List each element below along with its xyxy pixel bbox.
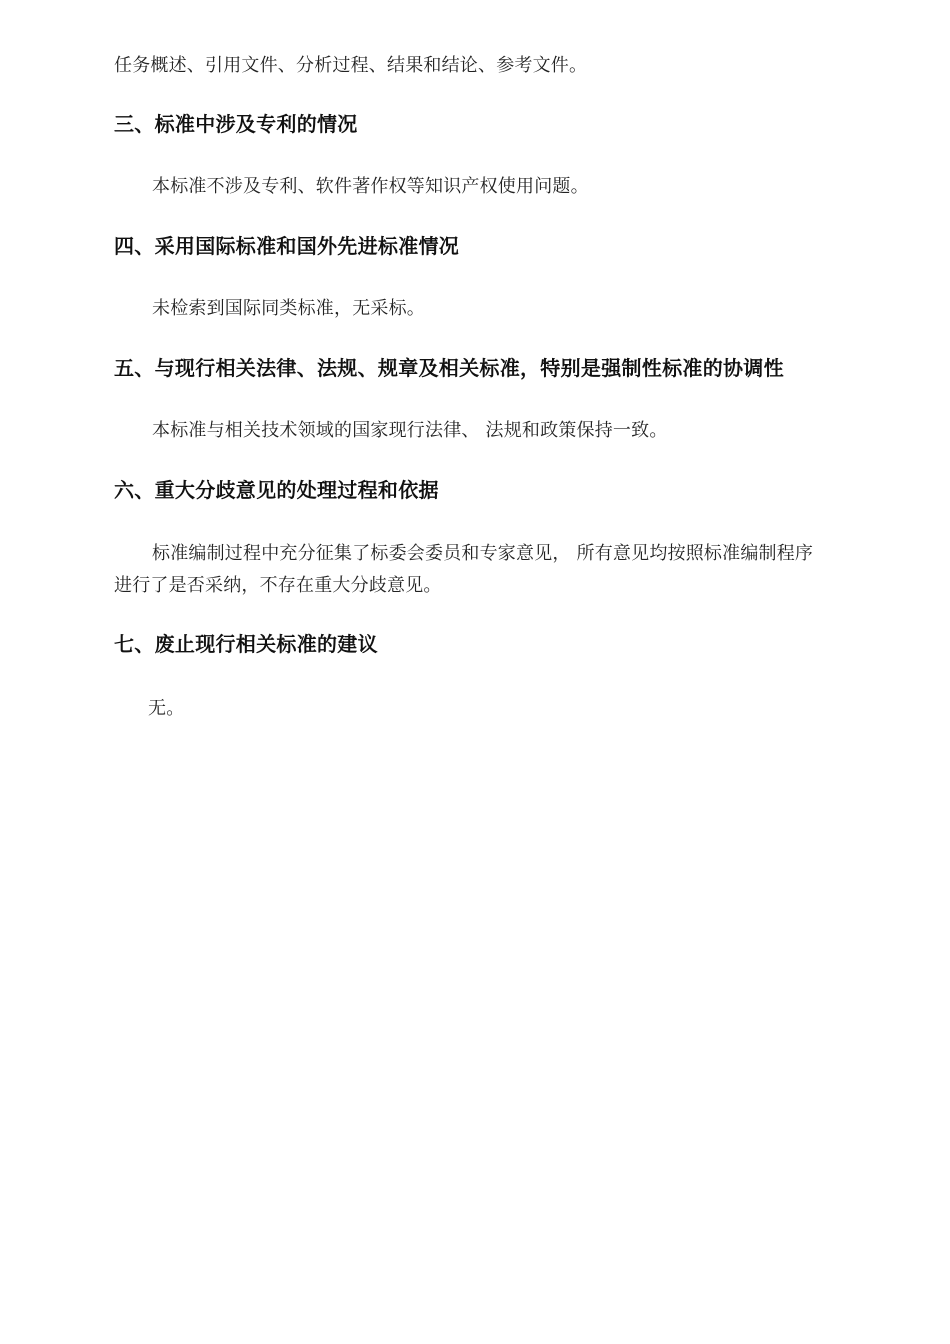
- section-heading-coordination: 五、与现行相关法律、法规、规章及相关标准，特别是强制性标准的协调性: [114, 356, 784, 380]
- section-paragraph-disagreements-line-2: 进行了是否采纳，不存在重大分歧意见。: [114, 575, 442, 596]
- intro-continuation-text: 任务概述、引用文件、分析过程、结果和结论、参考文件。: [114, 55, 588, 76]
- section-heading-international-standards: 四、采用国际标准和国外先进标准情况: [114, 234, 460, 258]
- section-heading-abolish-standards: 七、废止现行相关标准的建议: [114, 632, 378, 656]
- section-paragraph-coordination: 本标准与相关技术领域的国家现行法律、 法规和政策保持一致。: [152, 420, 668, 441]
- section-paragraph-international-standards: 未检索到国际同类标准，无采标。: [152, 298, 425, 319]
- section-heading-disagreements: 六、重大分歧意见的处理过程和依据: [114, 478, 439, 502]
- section-paragraph-abolish-standards: 无。: [148, 698, 185, 719]
- section-heading-patents: 三、标准中涉及专利的情况: [114, 112, 358, 136]
- section-paragraph-patents: 本标准不涉及专利、软件著作权等知识产权使用问题。: [152, 176, 589, 197]
- section-paragraph-disagreements-line-1: 标准编制过程中充分征集了标委会委员和专家意见， 所有意见均按照标准编制程序: [152, 543, 814, 564]
